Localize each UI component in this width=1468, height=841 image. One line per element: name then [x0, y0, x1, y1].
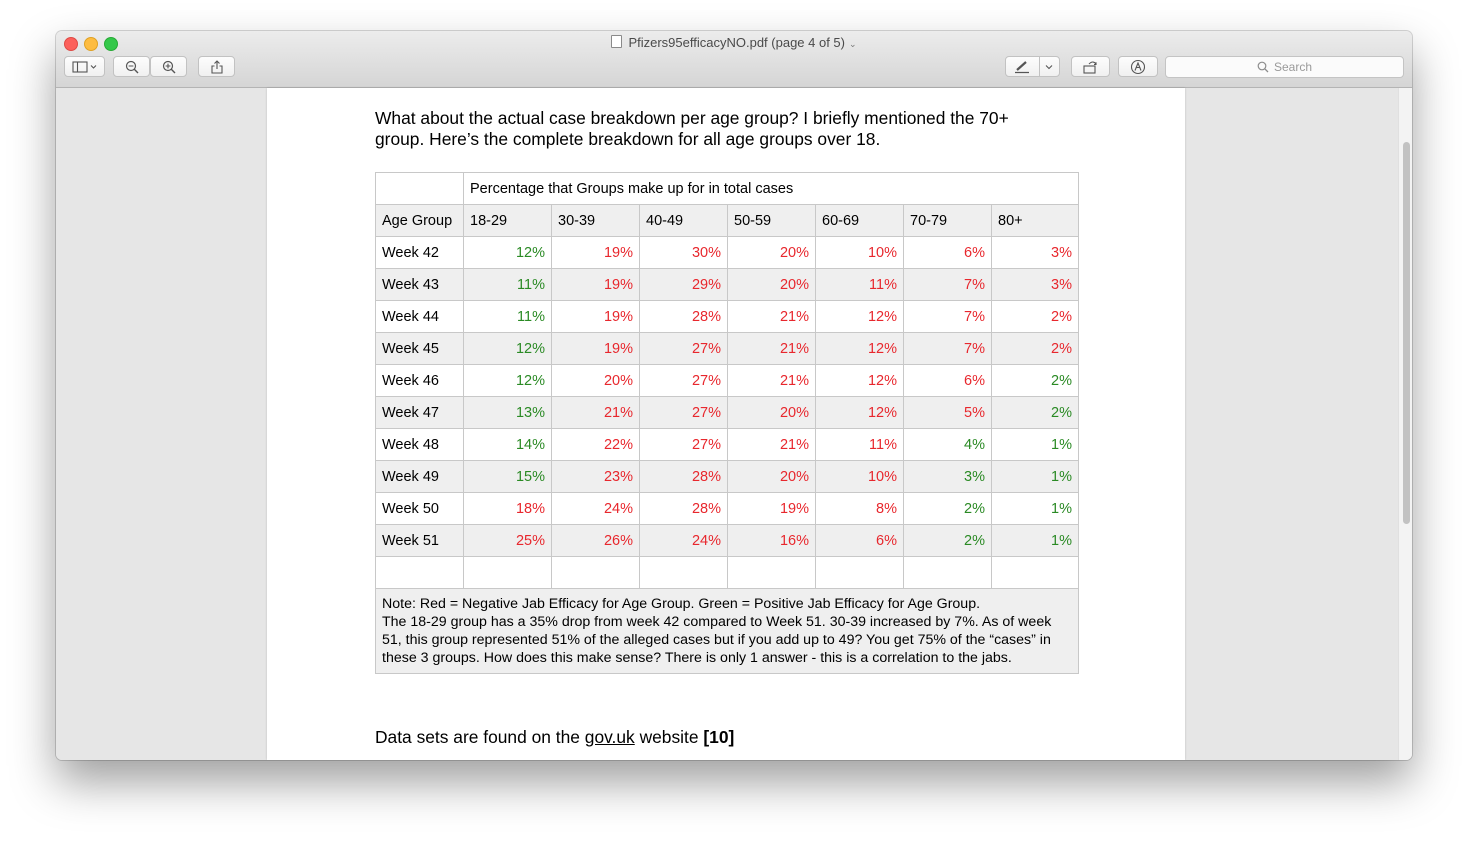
percentage-cell: 2% [904, 493, 992, 525]
table-row [376, 301, 1079, 333]
percentage-cell: 29% [640, 269, 728, 301]
percentage-cell: 27% [640, 397, 728, 429]
percentage-cell: 25% [464, 525, 552, 557]
percentage-cell: 21% [728, 365, 816, 397]
table-row [376, 237, 1079, 269]
share-icon [211, 60, 223, 74]
percentage-cell: 21% [728, 301, 816, 333]
search-icon [1257, 61, 1269, 73]
column-header: 50-59 [728, 205, 816, 237]
percentage-cell: 1% [992, 461, 1079, 493]
chevron-down-icon [1045, 64, 1053, 70]
sidebar-icon [72, 61, 98, 73]
empty-cell [904, 557, 992, 589]
percentage-cell: 2% [992, 333, 1079, 365]
age-group-header: Age Group [376, 205, 464, 237]
column-header: 70-79 [904, 205, 992, 237]
percentage-cell: 20% [552, 365, 640, 397]
chevron-down-icon: ⌄ [849, 39, 857, 49]
percentage-cell: 2% [992, 301, 1079, 333]
percentage-cell: 1% [992, 493, 1079, 525]
percentage-cell: 5% [904, 397, 992, 429]
percentage-cell: 20% [728, 461, 816, 493]
rotate-button[interactable] [1071, 56, 1110, 77]
percentage-cell: 3% [904, 461, 992, 493]
column-header: 80+ [992, 205, 1079, 237]
zoom-in-button[interactable] [150, 56, 187, 77]
empty-cell [376, 557, 464, 589]
empty-cell [640, 557, 728, 589]
percentage-cell: 21% [552, 397, 640, 429]
percentage-cell: 3% [992, 237, 1079, 269]
percentage-cell: 28% [640, 301, 728, 333]
markup-icon [1130, 59, 1146, 75]
data-source-prefix: Data sets are found on the [375, 727, 585, 747]
percentage-cell: 16% [728, 525, 816, 557]
percentage-cell: 6% [816, 525, 904, 557]
percentage-cell: 11% [816, 429, 904, 461]
percentage-cell: 19% [552, 269, 640, 301]
vertical-scrollbar[interactable] [1398, 88, 1412, 760]
zoom-in-icon [162, 60, 176, 74]
percentage-cell: 2% [992, 365, 1079, 397]
week-label: Week 50 [376, 493, 464, 525]
column-header: 30-39 [552, 205, 640, 237]
column-header: 18-29 [464, 205, 552, 237]
search-field[interactable] [1165, 56, 1404, 78]
percentage-cell: 19% [728, 493, 816, 525]
week-label: Week 42 [376, 237, 464, 269]
percentage-cell: 19% [552, 237, 640, 269]
percentage-cell: 6% [904, 237, 992, 269]
table-caption: Percentage that Groups make up for in total cases [464, 173, 1079, 205]
percentage-cell: 12% [464, 365, 552, 397]
percentage-cell: 15% [464, 461, 552, 493]
percentage-cell: 8% [816, 493, 904, 525]
intro-paragraph: What about the actual case breakdown per age group? I briefly mentioned the 70+ group. Here’s the complete breakdown for all age groups over 18. [375, 108, 1009, 149]
percentage-cell: 7% [904, 269, 992, 301]
percentage-cell: 30% [640, 237, 728, 269]
percentage-cell: 2% [904, 525, 992, 557]
note-row [376, 589, 1079, 674]
percentage-cell: 21% [728, 429, 816, 461]
percentage-cell: 28% [640, 493, 728, 525]
table-row [376, 429, 1079, 461]
table-row [376, 493, 1079, 525]
empty-cell [728, 557, 816, 589]
note-legend: Note: Red = Negative Jab Efficacy for Age Group. Green = Positive Jab Efficacy for Age Group. [382, 596, 981, 612]
percentage-cell: 12% [816, 397, 904, 429]
percentage-cell: 23% [552, 461, 640, 493]
percentage-cell: 20% [728, 397, 816, 429]
percentage-cell: 12% [464, 333, 552, 365]
percentage-cell: 21% [728, 333, 816, 365]
zoom-out-button[interactable] [113, 56, 150, 77]
empty-cell [552, 557, 640, 589]
percentage-cell: 22% [552, 429, 640, 461]
percentage-cell: 24% [552, 493, 640, 525]
data-source-middle: website [634, 727, 704, 747]
markup-toolbar-button[interactable] [1118, 56, 1158, 77]
percentage-cell: 28% [640, 461, 728, 493]
percentage-cell: 12% [816, 301, 904, 333]
percentage-cell: 11% [464, 301, 552, 333]
note-cell [376, 589, 1079, 674]
empty-cell [992, 557, 1079, 589]
blank-row [376, 557, 1079, 589]
empty-corner-cell [376, 173, 464, 205]
percentage-cell: 27% [640, 365, 728, 397]
pdf-page [267, 88, 1185, 760]
column-header: 40-49 [640, 205, 728, 237]
table-row [376, 525, 1079, 557]
percentage-cell: 10% [816, 461, 904, 493]
pdf-document-icon [611, 35, 622, 48]
percentage-cell: 12% [816, 365, 904, 397]
percentage-cell: 20% [728, 269, 816, 301]
empty-cell [464, 557, 552, 589]
sidebar-toggle-button[interactable] [64, 56, 105, 77]
percentage-cell: 7% [904, 301, 992, 333]
percentage-cell: 26% [552, 525, 640, 557]
percentage-cell: 3% [992, 269, 1079, 301]
percentage-cell: 19% [552, 333, 640, 365]
percentage-cell: 4% [904, 429, 992, 461]
share-button[interactable] [198, 56, 235, 77]
percentage-cell: 11% [816, 269, 904, 301]
table-row [376, 461, 1079, 493]
percentage-cell: 1% [992, 429, 1079, 461]
week-label: Week 48 [376, 429, 464, 461]
scrollbar-thumb[interactable] [1403, 142, 1410, 524]
header-row [376, 205, 1079, 237]
percentage-cell: 1% [992, 525, 1079, 557]
percentage-cell: 27% [640, 429, 728, 461]
table-row [376, 365, 1079, 397]
percentage-cell: 11% [464, 269, 552, 301]
percentage-cell: 18% [464, 493, 552, 525]
percentage-cell: 24% [640, 525, 728, 557]
markup-highlight-button[interactable] [1005, 56, 1060, 77]
percentage-cell: 12% [464, 237, 552, 269]
week-label: Week 43 [376, 269, 464, 301]
caption-row [376, 173, 1079, 205]
percentage-cell: 27% [640, 333, 728, 365]
search-placeholder: Search [1273, 60, 1313, 74]
percentage-cell: 13% [464, 397, 552, 429]
pen-icon [1014, 60, 1030, 74]
document-viewport[interactable] [56, 88, 1412, 760]
preview-window [56, 31, 1412, 760]
table-row [376, 269, 1079, 301]
week-label: Week 44 [376, 301, 464, 333]
table-row [376, 397, 1079, 429]
reference-marker: [10] [703, 727, 735, 747]
week-label: Week 47 [376, 397, 464, 429]
week-label: Week 45 [376, 333, 464, 365]
column-header: 60-69 [816, 205, 904, 237]
week-label: Week 51 [376, 525, 464, 557]
percentage-cell: 6% [904, 365, 992, 397]
percentage-cell: 14% [464, 429, 552, 461]
title-bar [56, 31, 1412, 88]
week-label: Week 46 [376, 365, 464, 397]
empty-cell [816, 557, 904, 589]
markup-menu-chevron[interactable] [1040, 64, 1059, 70]
window-title-text: Pfizers95efficacyNO.pdf (page 4 of 5) [628, 35, 845, 50]
zoom-out-icon [125, 60, 139, 74]
percentage-cell: 12% [816, 333, 904, 365]
data-source-line [375, 727, 734, 748]
percentage-cell: 10% [816, 237, 904, 269]
window-title[interactable] [56, 35, 1412, 50]
week-label: Week 49 [376, 461, 464, 493]
gov-uk-link[interactable]: gov.uk [584, 727, 635, 747]
percentage-cell: 2% [992, 397, 1079, 429]
age-group-table [375, 172, 1079, 674]
rotate-icon [1083, 60, 1099, 74]
percentage-cell: 7% [904, 333, 992, 365]
percentage-cell: 20% [728, 237, 816, 269]
percentage-cell: 19% [552, 301, 640, 333]
table-row [376, 333, 1079, 365]
note-analysis: The 18-29 group has a 35% drop from week 42 compared to Week 51. 30-39 increased by 7%. As of week 51, this group represented 51% of the alleged cases but if you add up to 49? You get 75% of the “cases” in these 3 groups. How does this make sense? There is only 1 answer - this is a correlation to the jabs. [382, 614, 1052, 666]
